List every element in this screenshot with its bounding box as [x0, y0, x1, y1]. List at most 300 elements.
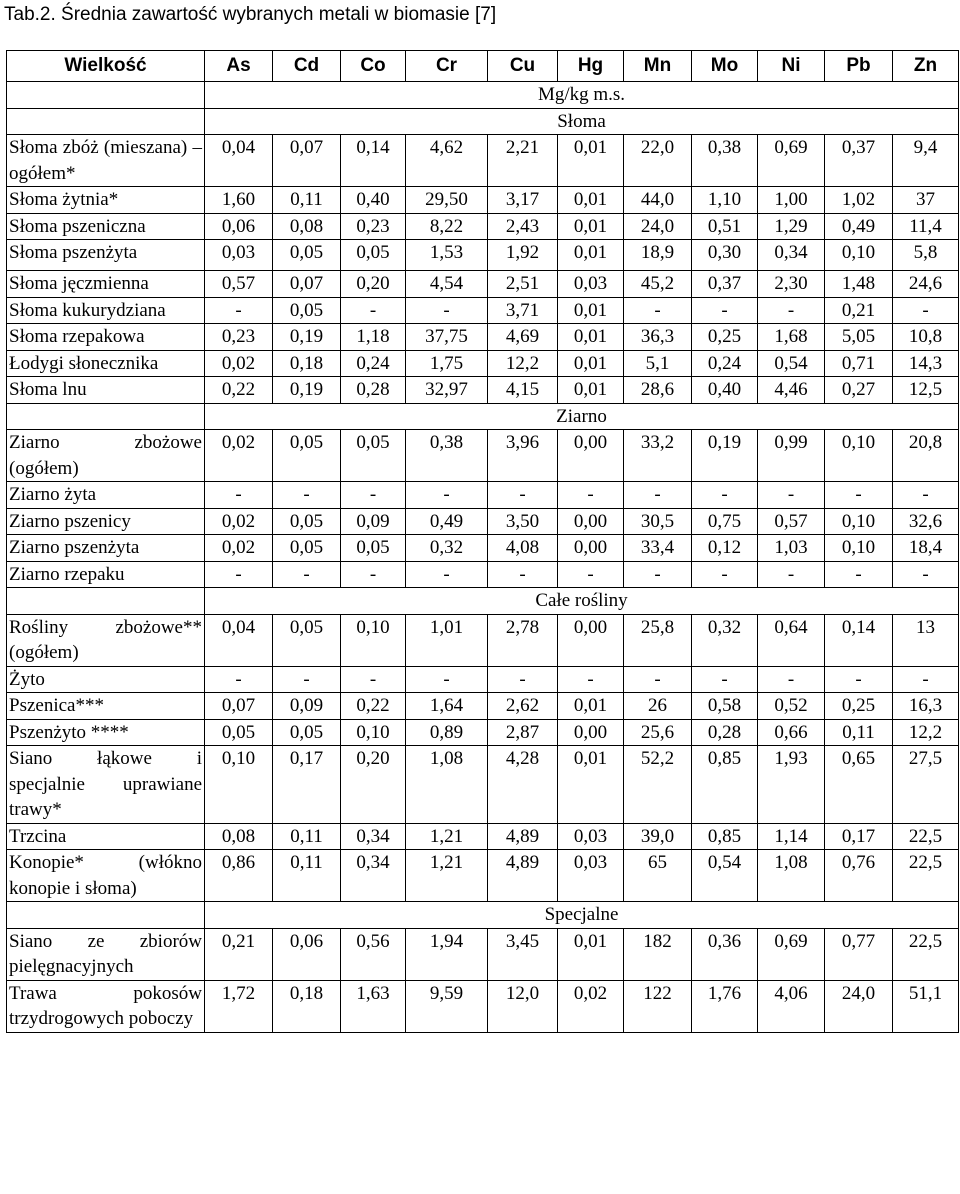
value-cell-cr: 0,49	[406, 508, 488, 535]
value-cell-zn: 22,5	[893, 928, 959, 980]
row-label: Konopie* (włókno konopie i słoma)	[7, 850, 205, 902]
value-cell-pb: 0,65	[825, 746, 893, 824]
section-row-blank	[7, 108, 205, 135]
value-cell-cr: 37,75	[406, 324, 488, 351]
value-cell-as: 0,05	[205, 719, 273, 746]
value-cell-cd: 0,05	[273, 614, 341, 666]
value-cell-pb: -	[825, 482, 893, 509]
value-cell-hg: 0,01	[558, 377, 624, 404]
value-cell-zn: 12,5	[893, 377, 959, 404]
value-cell-zn: 14,3	[893, 350, 959, 377]
value-cell-co: 0,34	[341, 823, 406, 850]
value-cell-cr: -	[406, 482, 488, 509]
value-cell-co: 0,10	[341, 719, 406, 746]
value-cell-ni: 4,06	[758, 980, 825, 1032]
value-cell-cd: 0,05	[273, 535, 341, 562]
table-row	[7, 980, 959, 1032]
table-row	[7, 350, 959, 377]
value-cell-cr: 1,01	[406, 614, 488, 666]
value-cell-mn: 5,1	[624, 350, 692, 377]
value-cell-mn: 33,4	[624, 535, 692, 562]
section-row	[7, 588, 959, 615]
value-cell-mo: 0,85	[692, 746, 758, 824]
table-row	[7, 850, 959, 902]
value-cell-mo: 0,19	[692, 430, 758, 482]
value-cell-cu: 3,45	[488, 928, 558, 980]
value-cell-pb: -	[825, 561, 893, 588]
value-cell-hg: 0,01	[558, 693, 624, 720]
value-cell-hg: 0,00	[558, 535, 624, 562]
value-cell-pb: 0,71	[825, 350, 893, 377]
value-cell-cd: 0,05	[273, 297, 341, 324]
unit-row	[7, 82, 959, 109]
value-cell-cd: 0,05	[273, 508, 341, 535]
row-label: Słoma kukurydziana	[7, 297, 205, 324]
value-cell-co: 0,14	[341, 135, 406, 187]
value-cell-as: -	[205, 297, 273, 324]
value-cell-cr: 0,32	[406, 535, 488, 562]
value-cell-ni: -	[758, 561, 825, 588]
value-cell-pb: 0,17	[825, 823, 893, 850]
section-row	[7, 108, 959, 135]
value-cell-zn: -	[893, 297, 959, 324]
value-cell-mn: 24,0	[624, 213, 692, 240]
value-cell-co: 0,56	[341, 928, 406, 980]
value-cell-ni: 0,54	[758, 350, 825, 377]
value-cell-as: 1,72	[205, 980, 273, 1032]
value-cell-pb: 0,21	[825, 297, 893, 324]
value-cell-cu: 4,89	[488, 823, 558, 850]
value-cell-co: -	[341, 297, 406, 324]
value-cell-mn: 18,9	[624, 240, 692, 271]
value-cell-mn: -	[624, 482, 692, 509]
value-cell-co: -	[341, 561, 406, 588]
value-cell-as: 0,57	[205, 271, 273, 298]
value-cell-ni: 4,46	[758, 377, 825, 404]
column-header-cr: Cr	[406, 51, 488, 82]
value-cell-ni: -	[758, 482, 825, 509]
table-row	[7, 693, 959, 720]
value-cell-as: 0,23	[205, 324, 273, 351]
value-cell-mo: 1,76	[692, 980, 758, 1032]
value-cell-co: 0,05	[341, 240, 406, 271]
row-label: Rośliny zbożowe** (ogółem)	[7, 614, 205, 666]
value-cell-pb: 0,10	[825, 508, 893, 535]
value-cell-pb: 5,05	[825, 324, 893, 351]
table-row	[7, 187, 959, 214]
value-cell-as: 0,04	[205, 614, 273, 666]
value-cell-zn: -	[893, 666, 959, 693]
table-row	[7, 271, 959, 298]
value-cell-zn: 24,6	[893, 271, 959, 298]
value-cell-zn: 16,3	[893, 693, 959, 720]
value-cell-zn: 37	[893, 187, 959, 214]
value-cell-cr: 0,89	[406, 719, 488, 746]
value-cell-pb: 0,77	[825, 928, 893, 980]
column-header-pb: Pb	[825, 51, 893, 82]
value-cell-cd: 0,07	[273, 135, 341, 187]
value-cell-cu: 3,50	[488, 508, 558, 535]
column-header-as: As	[205, 51, 273, 82]
value-cell-cr: 9,59	[406, 980, 488, 1032]
value-cell-cr: -	[406, 297, 488, 324]
column-header-cd: Cd	[273, 51, 341, 82]
value-cell-co: 0,40	[341, 187, 406, 214]
value-cell-zn: 22,5	[893, 850, 959, 902]
value-cell-hg: 0,03	[558, 850, 624, 902]
value-cell-cr: 1,21	[406, 823, 488, 850]
column-header-mo: Mo	[692, 51, 758, 82]
value-cell-as: -	[205, 561, 273, 588]
row-label: Słoma lnu	[7, 377, 205, 404]
value-cell-mn: 30,5	[624, 508, 692, 535]
value-cell-cd: 0,18	[273, 980, 341, 1032]
value-cell-pb: 0,10	[825, 430, 893, 482]
table-row	[7, 377, 959, 404]
value-cell-ni: 0,69	[758, 928, 825, 980]
column-header-co: Co	[341, 51, 406, 82]
value-cell-pb: 0,14	[825, 614, 893, 666]
value-cell-zn: 10,8	[893, 324, 959, 351]
value-cell-cu: -	[488, 482, 558, 509]
value-cell-co: -	[341, 482, 406, 509]
table-row	[7, 614, 959, 666]
value-cell-mn: 33,2	[624, 430, 692, 482]
value-cell-zn: 9,4	[893, 135, 959, 187]
value-cell-hg: 0,01	[558, 240, 624, 271]
value-cell-mo: 0,85	[692, 823, 758, 850]
value-cell-ni: 1,00	[758, 187, 825, 214]
unit-row-blank	[7, 82, 205, 109]
table-row	[7, 666, 959, 693]
table-row	[7, 746, 959, 824]
table-row	[7, 535, 959, 562]
value-cell-co: 0,10	[341, 614, 406, 666]
row-label: Pszenżyto ****	[7, 719, 205, 746]
value-cell-cd: 0,11	[273, 187, 341, 214]
value-cell-mn: 45,2	[624, 271, 692, 298]
value-cell-mo: 0,51	[692, 213, 758, 240]
value-cell-cu: 2,62	[488, 693, 558, 720]
value-cell-ni: 1,03	[758, 535, 825, 562]
value-cell-zn: 13	[893, 614, 959, 666]
value-cell-mn: 65	[624, 850, 692, 902]
value-cell-co: 0,28	[341, 377, 406, 404]
value-cell-as: 0,04	[205, 135, 273, 187]
row-label: Słoma żytnia*	[7, 187, 205, 214]
unit-label: Mg/kg m.s.	[205, 82, 959, 109]
table-row	[7, 135, 959, 187]
table-row	[7, 324, 959, 351]
value-cell-mo: -	[692, 297, 758, 324]
value-cell-ni: 0,69	[758, 135, 825, 187]
value-cell-mo: 0,25	[692, 324, 758, 351]
value-cell-as: 0,10	[205, 746, 273, 824]
value-cell-mo: 0,54	[692, 850, 758, 902]
value-cell-cr: 1,08	[406, 746, 488, 824]
section-title: Specjalne	[205, 902, 959, 929]
value-cell-zn: 27,5	[893, 746, 959, 824]
value-cell-hg: -	[558, 482, 624, 509]
value-cell-cu: 2,43	[488, 213, 558, 240]
value-cell-cd: -	[273, 561, 341, 588]
value-cell-mo: 0,36	[692, 928, 758, 980]
value-cell-ni: -	[758, 297, 825, 324]
table-row	[7, 482, 959, 509]
value-cell-cu: 4,15	[488, 377, 558, 404]
value-cell-mo: 0,58	[692, 693, 758, 720]
section-row	[7, 902, 959, 929]
value-cell-mo: 0,28	[692, 719, 758, 746]
value-cell-pb: 24,0	[825, 980, 893, 1032]
value-cell-co: -	[341, 666, 406, 693]
value-cell-ni: 0,57	[758, 508, 825, 535]
value-cell-cu: 2,51	[488, 271, 558, 298]
value-cell-co: 0,34	[341, 850, 406, 902]
value-cell-co: 0,20	[341, 746, 406, 824]
value-cell-as: 0,21	[205, 928, 273, 980]
value-cell-cr: 32,97	[406, 377, 488, 404]
value-cell-pb: 0,49	[825, 213, 893, 240]
value-cell-cr: 8,22	[406, 213, 488, 240]
value-cell-cr: 1,53	[406, 240, 488, 271]
value-cell-ni: 0,66	[758, 719, 825, 746]
value-cell-cu: 4,08	[488, 535, 558, 562]
value-cell-co: 0,05	[341, 430, 406, 482]
value-cell-ni: 0,34	[758, 240, 825, 271]
value-cell-cr: 1,94	[406, 928, 488, 980]
value-cell-zn: -	[893, 482, 959, 509]
value-cell-co: 0,05	[341, 535, 406, 562]
value-cell-ni: 1,93	[758, 746, 825, 824]
value-cell-mo: 0,32	[692, 614, 758, 666]
table-row	[7, 928, 959, 980]
value-cell-cd: 0,11	[273, 823, 341, 850]
section-row-blank	[7, 403, 205, 430]
value-cell-pb: 0,25	[825, 693, 893, 720]
value-cell-cd: -	[273, 482, 341, 509]
value-cell-pb: 1,02	[825, 187, 893, 214]
value-cell-cd: -	[273, 666, 341, 693]
value-cell-co: 0,22	[341, 693, 406, 720]
value-cell-cd: 0,19	[273, 324, 341, 351]
value-cell-cu: 4,28	[488, 746, 558, 824]
value-cell-co: 0,09	[341, 508, 406, 535]
value-cell-mo: 0,12	[692, 535, 758, 562]
value-cell-mn: 25,8	[624, 614, 692, 666]
value-cell-pb: 1,48	[825, 271, 893, 298]
value-cell-mn: 122	[624, 980, 692, 1032]
value-cell-zn: 18,4	[893, 535, 959, 562]
value-cell-mo: 0,30	[692, 240, 758, 271]
value-cell-as: 0,22	[205, 377, 273, 404]
row-label: Ziarno pszenicy	[7, 508, 205, 535]
row-label: Ziarno pszenżyta	[7, 535, 205, 562]
metals-table	[6, 50, 959, 1033]
row-label: Łodygi słonecznika	[7, 350, 205, 377]
value-cell-mo: 0,75	[692, 508, 758, 535]
value-cell-mo: 1,10	[692, 187, 758, 214]
section-title: Ziarno	[205, 403, 959, 430]
section-title: Całe rośliny	[205, 588, 959, 615]
value-cell-as: 0,02	[205, 508, 273, 535]
value-cell-hg: 0,01	[558, 324, 624, 351]
value-cell-mo: -	[692, 482, 758, 509]
row-label: Ziarno żyta	[7, 482, 205, 509]
value-cell-ni: 1,68	[758, 324, 825, 351]
column-header-mn: Mn	[624, 51, 692, 82]
value-cell-mn: 44,0	[624, 187, 692, 214]
value-cell-cu: 2,78	[488, 614, 558, 666]
value-cell-cr: 1,64	[406, 693, 488, 720]
value-cell-as: 0,02	[205, 430, 273, 482]
column-header-zn: Zn	[893, 51, 959, 82]
value-cell-co: 0,20	[341, 271, 406, 298]
table-row	[7, 508, 959, 535]
table-row	[7, 719, 959, 746]
value-cell-cd: 0,11	[273, 850, 341, 902]
value-cell-co: 0,23	[341, 213, 406, 240]
value-cell-mn: 182	[624, 928, 692, 980]
column-header-cu: Cu	[488, 51, 558, 82]
value-cell-mo: 0,37	[692, 271, 758, 298]
value-cell-ni: 0,52	[758, 693, 825, 720]
value-cell-cr: -	[406, 561, 488, 588]
row-label: Trawa pokosów trzydrogowych poboczy	[7, 980, 205, 1032]
value-cell-cd: 0,18	[273, 350, 341, 377]
row-label: Słoma jęczmienna	[7, 271, 205, 298]
table-row	[7, 297, 959, 324]
value-cell-ni: 1,08	[758, 850, 825, 902]
value-cell-hg: 0,01	[558, 297, 624, 324]
value-cell-cu: 12,2	[488, 350, 558, 377]
value-cell-cd: 0,08	[273, 213, 341, 240]
value-cell-zn: 5,8	[893, 240, 959, 271]
table-caption: Tab.2. Średnia zawartość wybranych metali w biomasie [7]	[4, 4, 497, 25]
row-label: Słoma rzepakowa	[7, 324, 205, 351]
section-row-blank	[7, 902, 205, 929]
row-label: Siano ze zbiorów pielęgnacyjnych	[7, 928, 205, 980]
column-header-hg: Hg	[558, 51, 624, 82]
table-row	[7, 430, 959, 482]
value-cell-cu: 3,17	[488, 187, 558, 214]
value-cell-cu: 4,69	[488, 324, 558, 351]
header-row	[7, 51, 959, 82]
value-cell-as: 1,60	[205, 187, 273, 214]
value-cell-pb: 0,11	[825, 719, 893, 746]
value-cell-cr: 0,38	[406, 430, 488, 482]
value-cell-as: 0,86	[205, 850, 273, 902]
value-cell-zn: 32,6	[893, 508, 959, 535]
value-cell-cd: 0,09	[273, 693, 341, 720]
table-row	[7, 823, 959, 850]
value-cell-hg: 0,01	[558, 213, 624, 240]
value-cell-mo: 0,24	[692, 350, 758, 377]
value-cell-cd: 0,07	[273, 271, 341, 298]
row-label: Ziarno zbożowe (ogółem)	[7, 430, 205, 482]
value-cell-hg: 0,01	[558, 135, 624, 187]
value-cell-hg: 0,00	[558, 430, 624, 482]
value-cell-mn: -	[624, 561, 692, 588]
value-cell-pb: 0,27	[825, 377, 893, 404]
value-cell-cu: 3,96	[488, 430, 558, 482]
value-cell-mn: -	[624, 666, 692, 693]
value-cell-mn: 28,6	[624, 377, 692, 404]
value-cell-hg: 0,01	[558, 350, 624, 377]
value-cell-pb: 0,37	[825, 135, 893, 187]
value-cell-hg: 0,03	[558, 271, 624, 298]
value-cell-mo: 0,38	[692, 135, 758, 187]
value-cell-pb: 0,10	[825, 535, 893, 562]
row-label: Trzcina	[7, 823, 205, 850]
value-cell-hg: 0,00	[558, 719, 624, 746]
value-cell-hg: 0,01	[558, 746, 624, 824]
value-cell-as: 0,03	[205, 240, 273, 271]
value-cell-cu: 2,21	[488, 135, 558, 187]
value-cell-ni: 1,14	[758, 823, 825, 850]
value-cell-hg: 0,01	[558, 928, 624, 980]
value-cell-cr: -	[406, 666, 488, 693]
section-row	[7, 403, 959, 430]
value-cell-mo: -	[692, 666, 758, 693]
value-cell-cu: 1,92	[488, 240, 558, 271]
value-cell-mn: 39,0	[624, 823, 692, 850]
value-cell-cr: 29,50	[406, 187, 488, 214]
row-label: Żyto	[7, 666, 205, 693]
value-cell-hg: 0,03	[558, 823, 624, 850]
section-title: Słoma	[205, 108, 959, 135]
value-cell-pb: -	[825, 666, 893, 693]
value-cell-cr: 4,62	[406, 135, 488, 187]
value-cell-cd: 0,17	[273, 746, 341, 824]
value-cell-zn: -	[893, 561, 959, 588]
value-cell-mn: 25,6	[624, 719, 692, 746]
value-cell-zn: 11,4	[893, 213, 959, 240]
value-cell-zn: 22,5	[893, 823, 959, 850]
value-cell-ni: 1,29	[758, 213, 825, 240]
table-row	[7, 213, 959, 240]
column-header-ni: Ni	[758, 51, 825, 82]
table-row	[7, 240, 959, 271]
value-cell-hg: 0,00	[558, 614, 624, 666]
value-cell-hg: 0,00	[558, 508, 624, 535]
value-cell-zn: 12,2	[893, 719, 959, 746]
value-cell-cu: 4,89	[488, 850, 558, 902]
row-label: Ziarno rzepaku	[7, 561, 205, 588]
value-cell-cu: 12,0	[488, 980, 558, 1032]
value-cell-zn: 51,1	[893, 980, 959, 1032]
value-cell-cd: 0,19	[273, 377, 341, 404]
row-label: Pszenica***	[7, 693, 205, 720]
value-cell-as: 0,08	[205, 823, 273, 850]
value-cell-as: 0,02	[205, 350, 273, 377]
value-cell-cr: 1,75	[406, 350, 488, 377]
value-cell-hg: -	[558, 561, 624, 588]
value-cell-hg: 0,01	[558, 187, 624, 214]
value-cell-co: 0,24	[341, 350, 406, 377]
value-cell-ni: 0,99	[758, 430, 825, 482]
value-cell-ni: 2,30	[758, 271, 825, 298]
value-cell-cd: 0,06	[273, 928, 341, 980]
value-cell-mo: -	[692, 561, 758, 588]
value-cell-as: -	[205, 482, 273, 509]
value-cell-mn: 22,0	[624, 135, 692, 187]
value-cell-mn: -	[624, 297, 692, 324]
value-cell-cr: 1,21	[406, 850, 488, 902]
value-cell-hg: -	[558, 666, 624, 693]
value-cell-cd: 0,05	[273, 719, 341, 746]
value-cell-cd: 0,05	[273, 240, 341, 271]
